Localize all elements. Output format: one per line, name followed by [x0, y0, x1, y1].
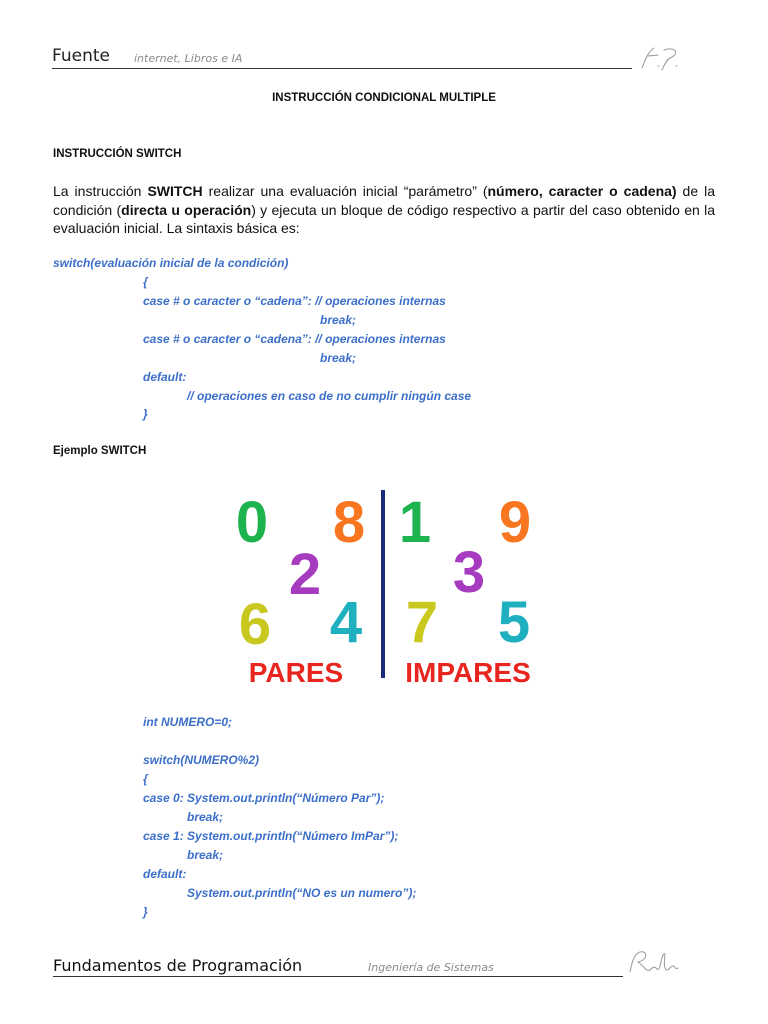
code-line: default: — [143, 370, 187, 384]
code-line: case # o caracter o “cadena”: // operaciones internas — [143, 294, 446, 308]
code-line: switch(evaluación inicial de la condición) — [53, 256, 289, 270]
code-line: System.out.println(“NO es un numero”); — [187, 886, 417, 900]
code-line: switch(NUMERO%2) — [143, 753, 260, 767]
code-line: default: — [143, 867, 187, 881]
digit-1: 1 — [398, 490, 432, 555]
code-line: int NUMERO=0; — [143, 715, 233, 729]
signature-initials — [636, 44, 686, 74]
digit-3: 3 — [452, 540, 486, 605]
code-line: // operaciones en caso de no cumplir ningún case — [187, 389, 472, 403]
page-header — [52, 46, 632, 70]
digit-6: 6 — [238, 592, 272, 657]
code-line: { — [143, 772, 148, 786]
code-line: break; — [187, 810, 224, 824]
header-title: Fuente — [52, 46, 110, 66]
footer-divider — [53, 976, 623, 977]
document-title: INSTRUCCIÓN CONDICIONAL MULTIPLE — [272, 92, 496, 104]
intro-paragraph: La instrucción SWITCH realizar una evaluación inicial “parámetro” (número, caracter o cadena) de la condición (directa u operación) y ejecuta un bloque de código respectivo a partir del caso obtenido en la evaluación inicial. La sintaxis básica es: — [53, 183, 715, 236]
even-odd-figure — [225, 488, 545, 688]
header-divider — [52, 68, 632, 69]
digit-2: 2 — [288, 542, 322, 607]
digit-8: 8 — [332, 490, 366, 555]
label-pares: PARES — [248, 657, 344, 688]
signature — [624, 946, 684, 980]
code-line: case 1: System.out.println(“Número ImPar”); — [143, 829, 399, 843]
footer-title: Fundamentos de Programación — [53, 956, 303, 975]
code-line: } — [143, 407, 148, 421]
code-line: break; — [320, 313, 357, 327]
digit-5: 5 — [497, 590, 531, 655]
label-impares: IMPARES — [405, 657, 531, 688]
digit-9: 9 — [498, 490, 532, 555]
header-source: internet, Libros e IA — [134, 52, 243, 65]
code-line: break; — [320, 351, 357, 365]
digit-0: 0 — [235, 490, 269, 555]
footer-subtitle: Ingeniería de Sistemas — [368, 961, 494, 974]
code-line: break; — [187, 848, 224, 862]
code-line: } — [143, 905, 148, 919]
section-heading-example: Ejemplo SWITCH — [53, 445, 147, 457]
code-line: case # o caracter o “cadena”: // operaciones internas — [143, 332, 446, 346]
code-line: case 0: System.out.println(“Número Par”); — [143, 791, 385, 805]
digit-4: 4 — [329, 590, 363, 655]
digit-7: 7 — [405, 590, 439, 655]
code-line: { — [143, 275, 148, 289]
section-heading-switch: INSTRUCCIÓN SWITCH — [53, 148, 182, 160]
